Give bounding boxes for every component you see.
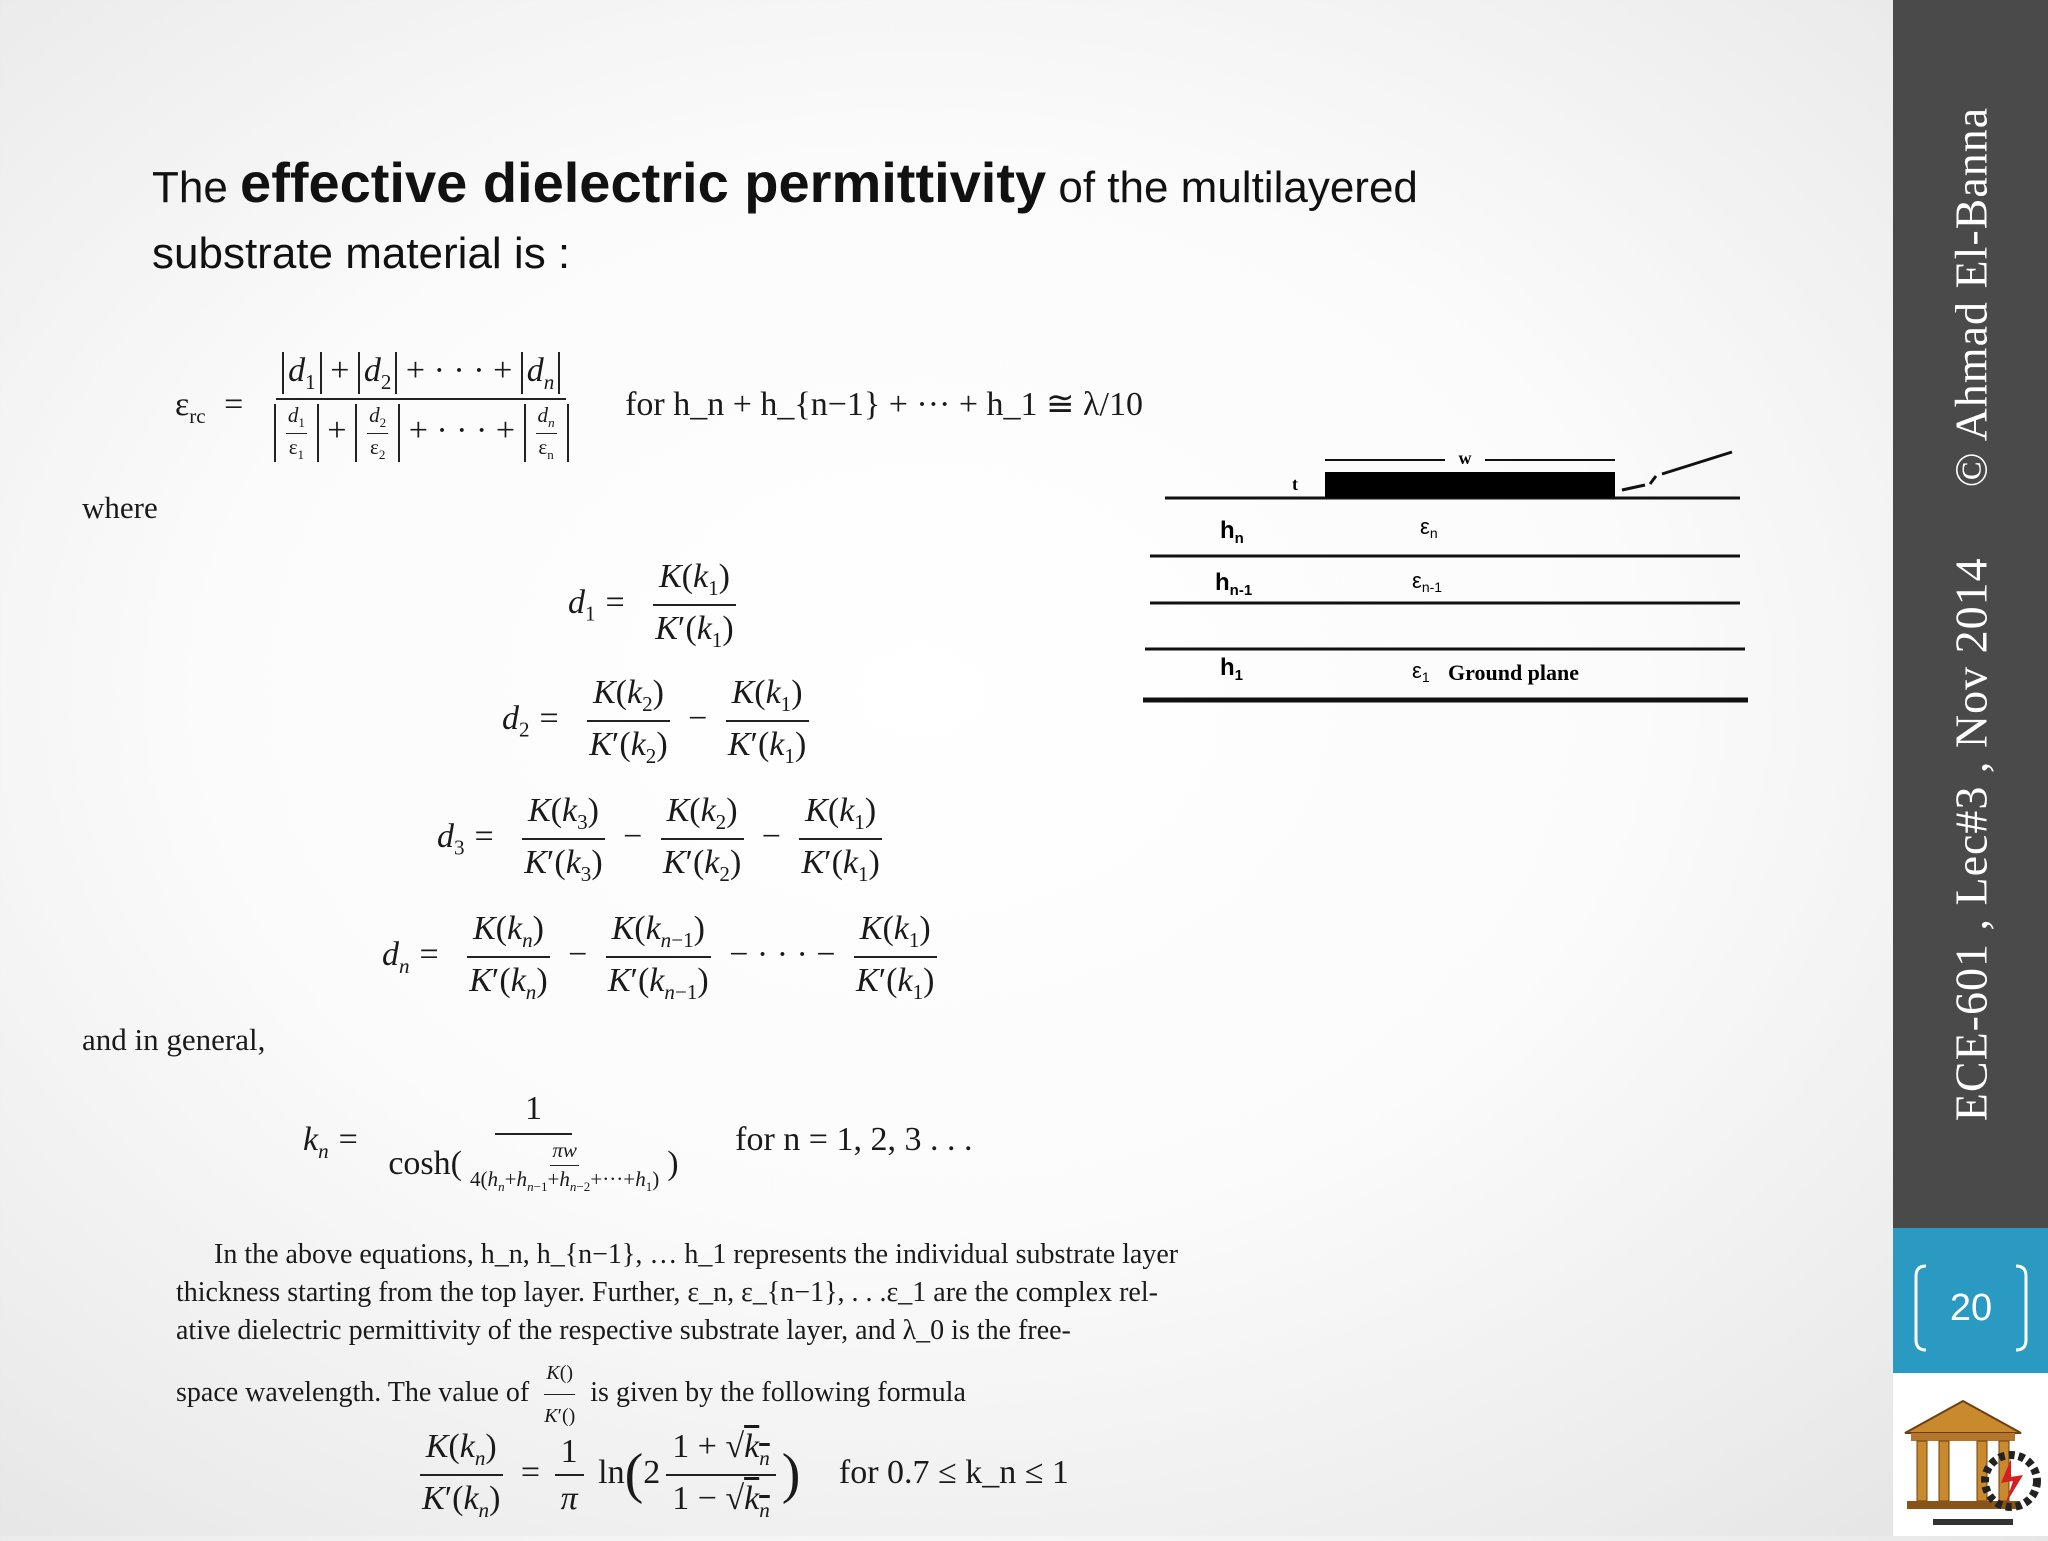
author-text: © Ahmad El-Banna — [1945, 106, 1996, 488]
epsilon-rc-fraction: $d_1 + d_2$ + · · · + $d_n$ $\frac{d_1}{\varepsilon_1}$ + $\frac{d_2}{\varepsilon_2}$ + · · · + $\frac{d_n}{\varepsilon_n}$ — [268, 352, 575, 462]
sidebar-vertical-text — [1893, 0, 2048, 1228]
d1-equation: $d_1$ = $\frac{K(k_1)}{K'(k_1)}$ — [568, 558, 746, 652]
d3-equation: $d_3$ = $\frac{K(k_3)}{K'(k_3)}$ − $\frac{K(k_2)}{K'(k_2)}$ − $\frac{K(k_1)}{K'(k_1)}$ — [437, 792, 892, 886]
and-in-general-label: and in general, — [82, 1022, 266, 1057]
layer-n-1-thickness-label: $h_{n-1}$ — [1215, 569, 1253, 599]
w-label: w — [1458, 448, 1472, 468]
ground-plane-label: Ground plane — [1448, 660, 1580, 685]
page-number-bracket — [1912, 1262, 2030, 1354]
t-dimension-line — [1622, 485, 1645, 490]
layer-n-1-permittivity-label: εn-1 — [1412, 568, 1443, 595]
sidebar-caption — [1944, 107, 1997, 1121]
heading-text-post: of the multilayered — [1046, 163, 1418, 212]
t-dimension-arrow — [1662, 452, 1732, 474]
layer-n-thickness-label: $h_n$ — [1220, 517, 1244, 547]
where-label: where — [82, 490, 158, 525]
multilayer-substrate-diagram — [1140, 440, 1760, 720]
slide-heading — [152, 150, 1652, 287]
course-info-text: ECE-601 , Lec#3 , Nov 2014 — [1945, 557, 1996, 1122]
left-bracket — [1916, 1266, 1926, 1350]
epsilon-rc-condition: for h_n + h_{n−1} + ··· + h_1 ≅ λ/10 — [625, 385, 1143, 423]
explanation-paragraph — [176, 1236, 1216, 1435]
layer-1-thickness-label: $h_1$ — [1220, 654, 1244, 684]
heading-text-pre: The — [152, 163, 241, 212]
k-ratio-condition: for 0.7 ≤ k_n ≤ 1 — [838, 1453, 1069, 1491]
epsilon-rc-equation: $\varepsilon_{rc}$ = $d_1 + d_2$ + · · · + $d_n$ $\frac{d_1}{\varepsilon_1}$ + $\frac{d_2}{\varepsilon_2}$ + · · · + $\frac{d_n}{\varepsilon_n}$ for h_n + h_{n−1} + ··· + h_1 ≅ λ/10 — [175, 352, 1143, 462]
layer-n-permittivity-label: εn — [1420, 514, 1438, 541]
right-bracket — [2016, 1266, 2026, 1350]
heading-line-2: substrate material is : — [152, 229, 571, 278]
k-ratio-equation: $\frac{K(k_n)}{K'(k_n)}$ = $\frac{1}{\pi}$ ln(2 $\frac{1 + √k_n}{1 - √k_n}$ ) for 0.7 ≤ k_n ≤ 1 — [410, 1428, 1069, 1522]
heading-text-bold: effective dielectric permittivity — [240, 151, 1047, 214]
paragraph-line-2: thickness starting from the top layer. Further, ε_n, ε_{n−1}, . . .ε_1 are the complex rel- — [176, 1277, 1158, 1308]
paragraph-line-1: In the above equations, h_n, h_{n−1}, … h_1 represents the individual substrate layer — [214, 1239, 1179, 1270]
d2-equation: $d_2$ = $\frac{K(k_2)}{K'(k_2)}$ − $\frac{K(k_1)}{K'(k_1)}$ — [502, 674, 818, 768]
epsilon-rc-lhs: $\varepsilon_{rc}$ — [175, 385, 206, 428]
kn-equation: $k_n$ = 1 cosh( $\frac{\pi w}{4(h_n+h_{n-1}+h_{n-2}+\cdot\cdot\cdot+h_1)}$ ) for n = 1, 2, 3 . . . — [303, 1090, 973, 1194]
kn-condition: for n = 1, 2, 3 . . . — [735, 1120, 973, 1158]
t-label: t — [1292, 474, 1298, 494]
paragraph-line-4: space wavelength. The value of $\frac{K()}{K'()}$ is given by the following formula — [176, 1354, 1216, 1435]
microstrip-conductor — [1325, 472, 1615, 498]
page-number: 20 — [1949, 1287, 1993, 1329]
dn-equation: $d_n$ = $\frac{K(k_n)}{K'(k_n)}$ − $\frac{K(k_{n-1})}{K'(k_{n-1})}$ − · · · − $\frac{K(k_1)}{K'(k_1)}$ — [382, 910, 946, 1004]
layer-1-permittivity-label: ε1 — [1412, 658, 1430, 685]
paragraph-line-3: ative dielectric permittivity of the respective substrate layer, and λ_0 is the free- — [176, 1315, 1071, 1346]
faculty-logo-area — [1893, 1373, 2048, 1536]
heading-line-1 — [152, 150, 1652, 221]
t-dimension-tick — [1650, 476, 1656, 484]
faculty-logo-icon — [1893, 1373, 2048, 1536]
